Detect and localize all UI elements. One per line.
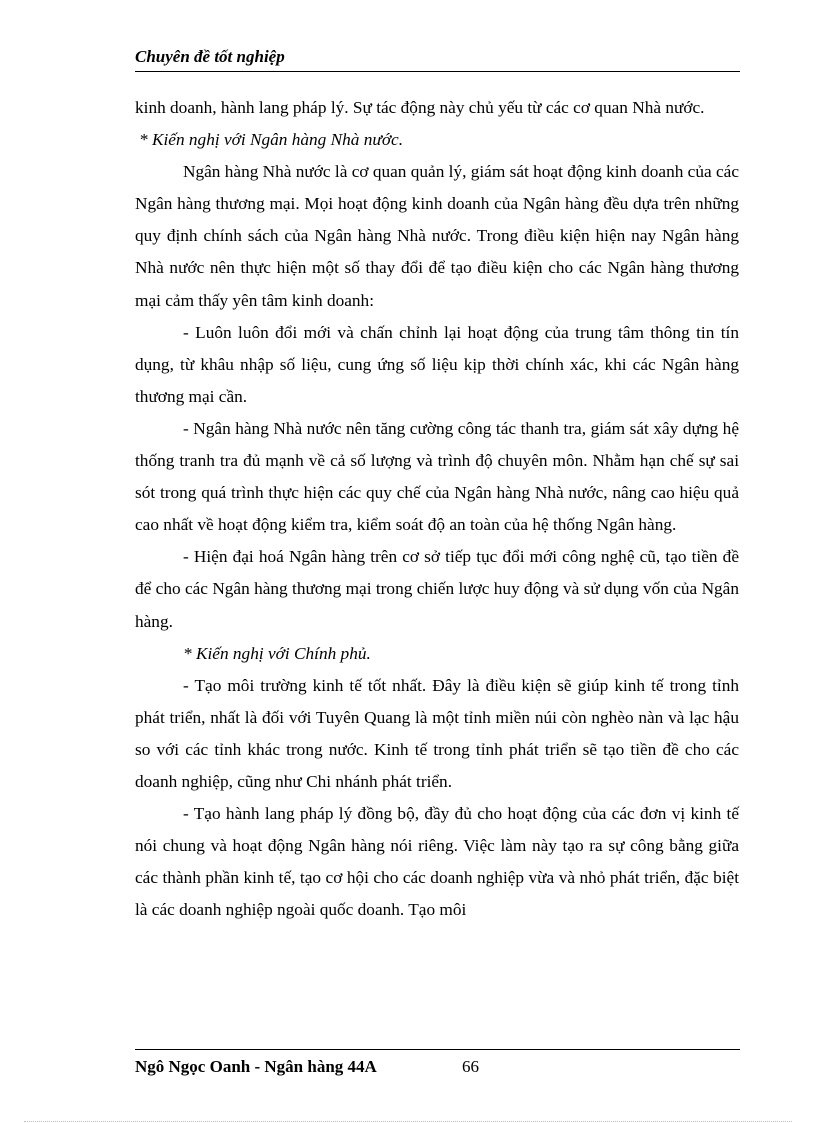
page-footer [135,1049,740,1078]
paragraph-central-bank-intro: Ngân hàng Nhà nước là cơ quan quản lý, giám sát hoạt động kinh doanh của các Ngân hàng thương mại. Mọi hoạt động kinh doanh của Ngân hàng đều dựa trên những quy định chính sách của Ngân hàng Nhà nước. Trong điều kiện hiện nay Ngân hàng Nhà nước nên thực hiện một số thay đổi để tạo điều kiện cho các Ngân hàng thương mại cảm thấy yên tâm kinh doanh: [135,162,739,310]
section-heading-central-bank: * Kiến nghị với Ngân hàng Nhà nước. [139,130,404,150]
footer-author: Ngô Ngọc Oanh - Ngân hàng 44A [135,1057,377,1076]
bullet-inspection: - Ngân hàng Nhà nước nên tăng cường công tác thanh tra, giám sát xây dựng hệ thống tranh tra đủ mạnh về cả số lượng và trình độ chuyên môn. Nhằm hạn chế sự sai sót trong quá trình thực hiện các quy chế của Ngân hàng Nhà nước, nâng cao hiệu quả cao nhất về hoạt động kiểm tra, kiểm soát độ an toàn của hệ thống Ngân hàng. [135,418,739,535]
bullet-economic-environment: - Tạo môi trường kinh tế tốt nhất. Đây là điều kiện sẽ giúp kinh tế trong tỉnh phát triển, nhất là đối với Tuyên Quang là một tỉnh miền núi còn nghèo nàn và lạc hậu so với các tỉnh khác trong nước. Kinh tế trong tỉnh phát triển sẽ tạo tiền đề cho các doanh nghiệp, cũng như Chi nhánh phát triển. [135,675,739,791]
paragraph-continuation: kinh doanh, hành lang pháp lý. Sự tác động này chủ yếu từ các cơ quan Nhà nước. [135,98,705,117]
bullet-credit-info-center: - Luôn luôn đổi mới và chấn chỉnh lại hoạt động của trung tâm thông tin tín dụng, từ khâu nhập số liệu, cung ứng số liệu kịp thời chính xác, khi các Ngân hàng thương mại cần. [135,322,739,406]
page-number: 66 [462,1057,479,1076]
header-title: Chuyên đề tốt nghiệp [135,47,285,66]
section-heading-government: * Kiến nghị với Chính phủ. [183,643,371,663]
page-bottom-divider [24,1121,792,1122]
bullet-legal-framework: - Tạo hành lang pháp lý đồng bộ, đầy đủ cho hoạt động của các đơn vị kinh tế nói chung và hoạt động Ngân hàng nói riêng. Việc làm này tạo ra sự công bằng giữa các thành phần kinh tế, tạo cơ hội cho các doanh nghiệp vừa và nhỏ phát triển, đặc biệt là các doanh nghiệp ngoài quốc doanh. Tạo môi [135,804,739,920]
bullet-modernization: - Hiện đại hoá Ngân hàng trên cơ sở tiếp tục đổi mới công nghệ cũ, tạo tiền đề để cho các Ngân hàng thương mại trong chiến lược huy động và sử dụng vốn của Ngân hàng. [135,547,739,631]
page-header [135,46,740,72]
document-body [135,92,739,926]
